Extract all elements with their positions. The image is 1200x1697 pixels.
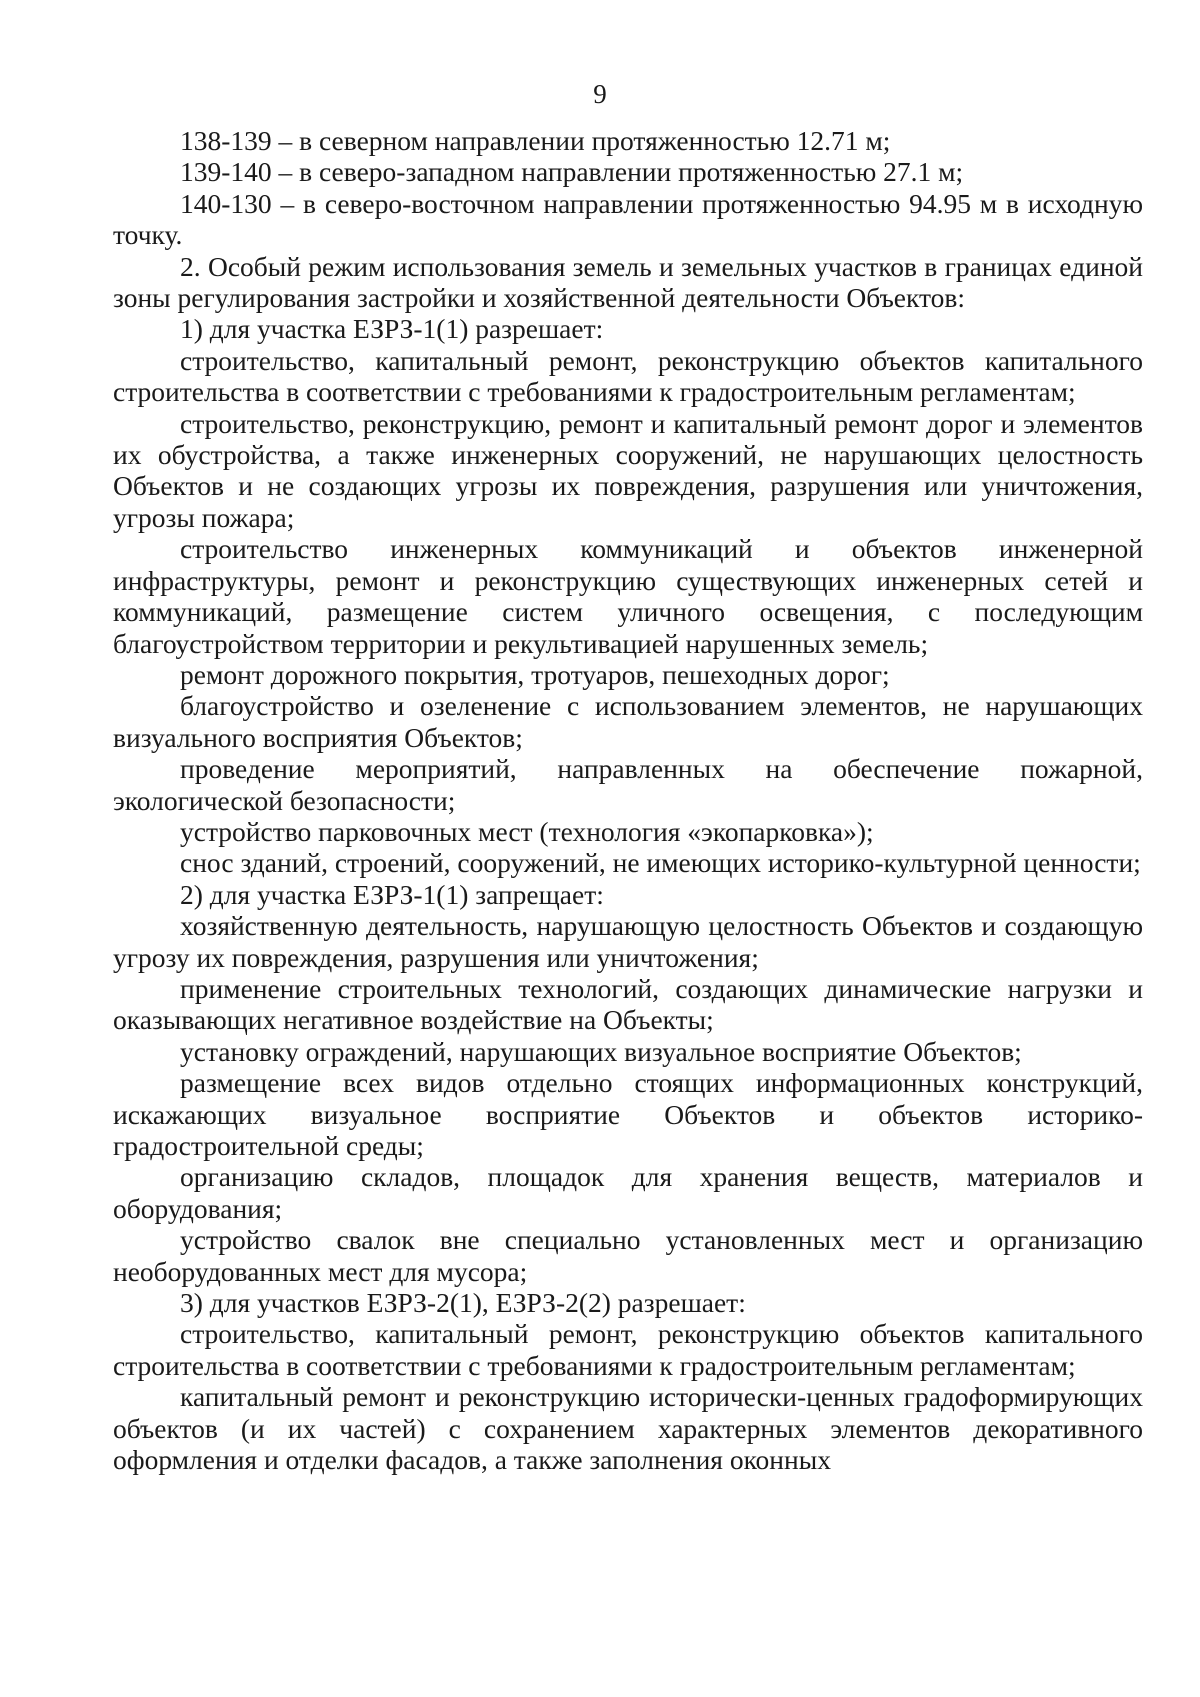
list-item: строительство инженерных коммуникаций и объектов инженерной инфраструктуры, ремонт и реконструкцию существующих инженерных сетей и коммуникаций, размещение систем уличного освещения, с последующим благоустройством территории и рекультивацией нарушенных земель;: [113, 533, 1143, 659]
list-item: снос зданий, строений, сооружений, не имеющих историко-культурной ценности;: [180, 847, 1141, 879]
list-item: строительство, капитальный ремонт, реконструкцию объектов капитального строительства в соответствии с требованиями к градостроительным регламентам;: [113, 1318, 1143, 1381]
list-item: ремонт дорожного покрытия, тротуаров, пешеходных дорог;: [180, 658, 890, 690]
paragraph-item-1-heading: 1) для участка ЕЗРЗ-1(1) разрешает:: [180, 313, 604, 345]
paragraph-segment-140-130: 140-130 – в северо-восточном направлении протяженностью 94.95 м в исходную точку.: [113, 187, 1143, 251]
list-item: хозяйственную деятельность, нарушающую целостность Объектов и создающую угрозу их повреждения, разрушения или уничтожения;: [113, 910, 1143, 973]
list-item: установку ограждений, нарушающих визуальное восприятие Объектов;: [180, 1035, 1022, 1067]
list-item: строительство, капитальный ремонт, реконструкцию объектов капитального строительства в соответствии с требованиями к градостроительным регламентам;: [113, 344, 1143, 408]
list-item: благоустройство и озеленение с использованием элементов, не нарушающих визуального восприятия Объектов;: [113, 690, 1143, 753]
paragraph-item-2-heading: 2) для участка ЕЗРЗ-1(1) запрещает:: [180, 878, 604, 910]
paragraph-item-3-heading: 3) для участков ЕЗРЗ-2(1), ЕЗРЗ-2(2) разрешает:: [180, 1287, 746, 1319]
list-item: строительство, реконструкцию, ремонт и капитальный ремонт дорог и элементов их обустройства, а также инженерных сооружений, не нарушающих целостность Объектов и не создающих угрозы их повреждения, разрушения или уничтожения, угрозы пожара;: [113, 407, 1143, 533]
list-item: устройство парковочных мест (технология «экопарковка»);: [180, 815, 874, 847]
list-item: размещение всех видов отдельно стоящих информационных конструкций, искажающих визуальное восприятие Объектов и объектов историко-градостроительной среды;: [113, 1067, 1143, 1161]
paragraph-segment-139-140: 139-140 – в северо-западном направлении протяженностью 27.1 м;: [180, 156, 964, 188]
list-item: устройство свалок вне специально установленных мест и организацию необорудованных мест для мусора;: [113, 1224, 1143, 1287]
paragraph-section-2-heading: 2. Особый режим использования земель и земельных участков в границах единой зоны регулирования застройки и хозяйственной деятельности Объектов:: [113, 250, 1143, 314]
paragraph-segment-138-139: 138-139 – в северном направлении протяженностью 12.71 м;: [180, 125, 891, 156]
list-item: капитальный ремонт и реконструкцию исторически-ценных градоформирующих объектов (и их частей) с сохранением характерных элементов декоративного оформления и отделки фасадов, а также заполнения оконных: [113, 1381, 1143, 1476]
list-item: организацию складов, площадок для хранения веществ, материалов и оборудования;: [113, 1161, 1143, 1224]
document-body: [113, 125, 1143, 1475]
list-item: проведение мероприятий, направленных на обеспечение пожарной, экологической безопасности;: [113, 753, 1143, 816]
list-item: применение строительных технологий, создающих динамические нагрузки и оказывающих негативное воздействие на Объекты;: [113, 972, 1143, 1036]
page-number: 9: [593, 79, 607, 109]
